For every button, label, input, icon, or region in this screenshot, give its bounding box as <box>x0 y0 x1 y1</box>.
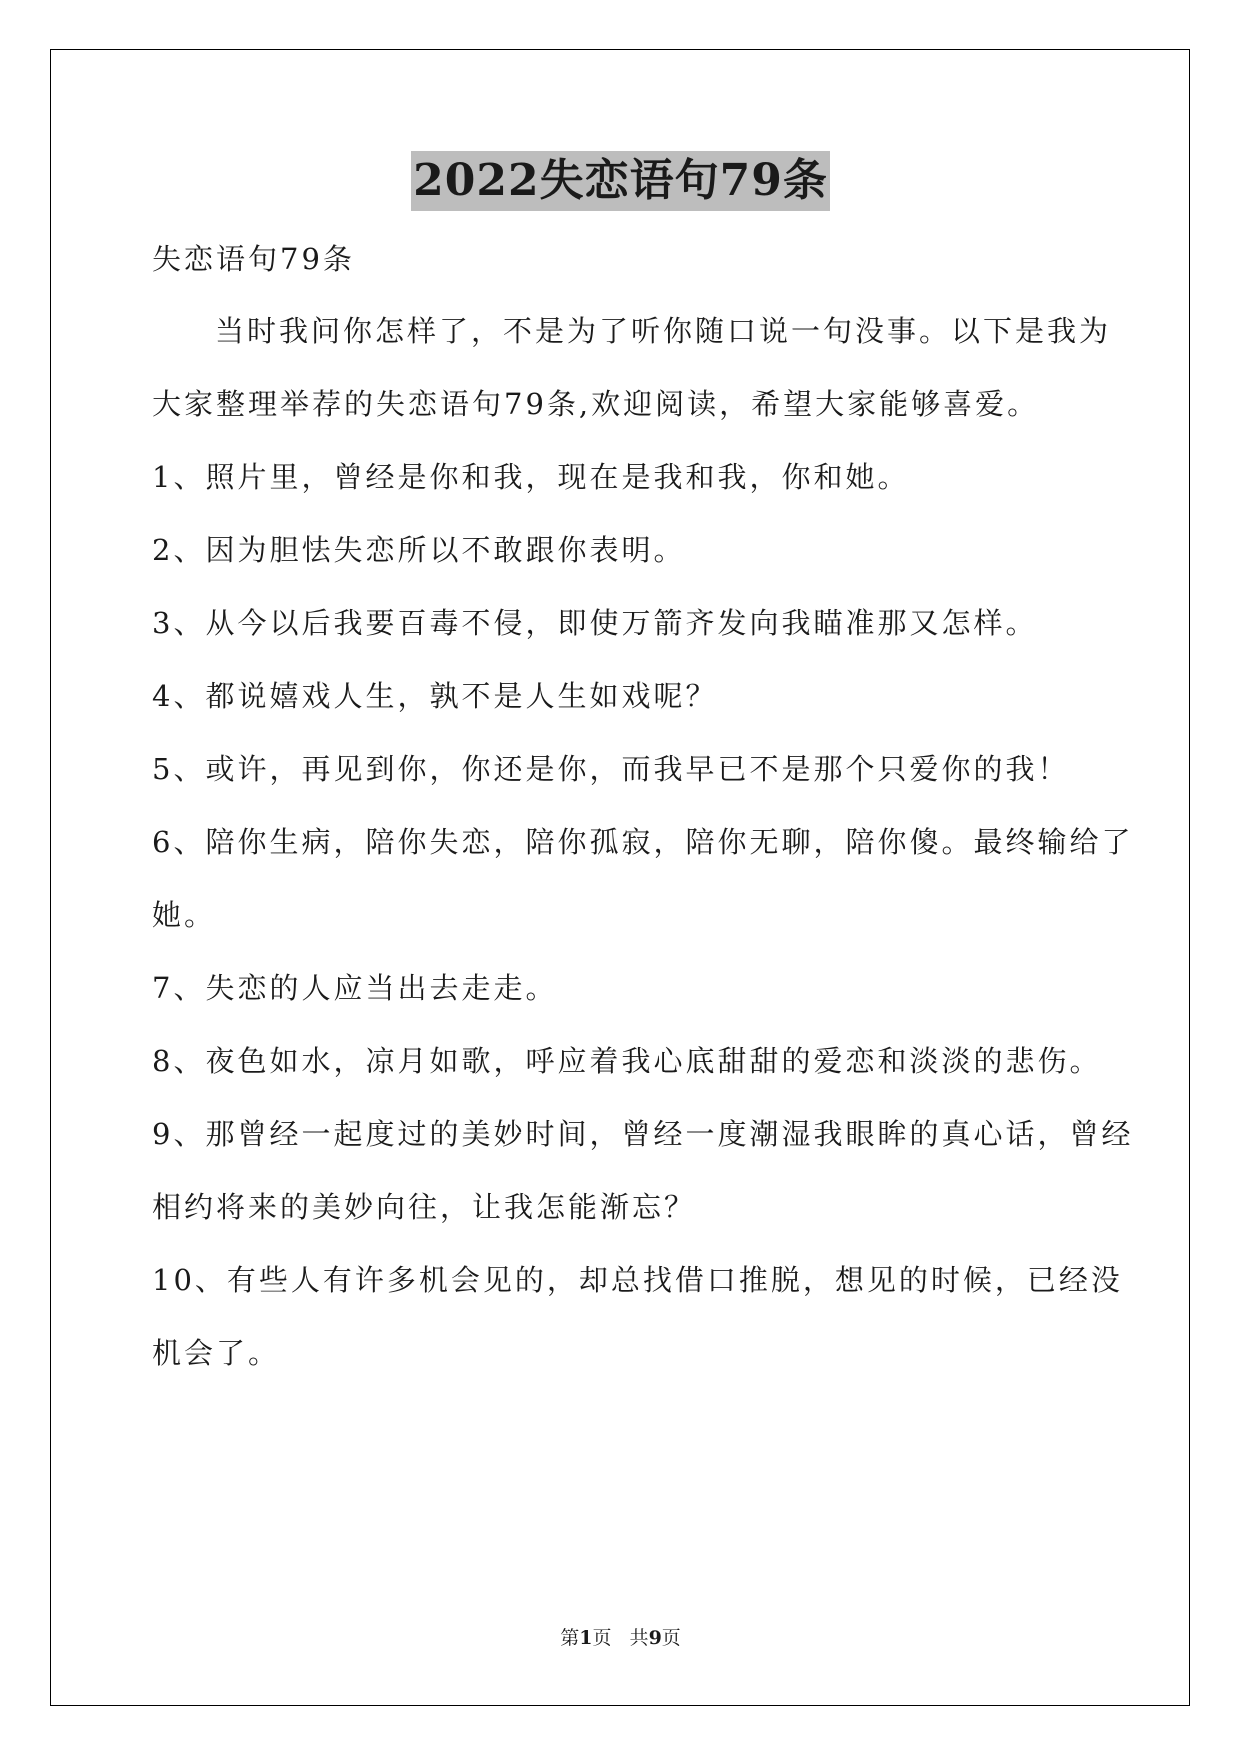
document-title: 2022失恋语句79条 <box>411 151 830 211</box>
page-footer <box>0 1626 1241 1650</box>
quote-line: 10、有些人有许多机会见的，却总找借口推脱，想见的时候，已经没 <box>152 1263 1123 1297</box>
quote-line: 2、因为胆怯失恋所以不敢跟你表明。 <box>152 533 686 567</box>
quote-line: 相约将来的美妙向往，让我怎能渐忘？ <box>152 1190 697 1224</box>
footer-suffix: 页 <box>661 1627 681 1649</box>
current-page-number: 1 <box>579 1627 593 1649</box>
quote-line: 3、从今以后我要百毒不侵，即使万箭齐发向我瞄准那又怎样。 <box>152 606 1038 640</box>
footer-prefix: 第 <box>560 1627 580 1649</box>
intro-line: 大家整理举荐的失恋语句79条,欢迎阅读，希望大家能够喜爱。 <box>152 387 1040 421</box>
title-container <box>0 151 1241 211</box>
intro-line: 当时我问你怎样了，不是为了听你随口说一句没事。以下是我为 <box>215 314 1112 348</box>
page-border <box>50 49 1190 1706</box>
quote-line: 4、都说嬉戏人生，孰不是人生如戏呢？ <box>152 679 718 713</box>
quote-line: 7、失恋的人应当出去走走。 <box>152 971 558 1005</box>
quote-line: 8、夜色如水，凉月如歌，呼应着我心底甜甜的爱恋和淡淡的悲伤。 <box>152 1044 1102 1078</box>
document-subtitle: 失恋语句79条 <box>152 242 355 276</box>
quote-line: 1、照片里，曾经是你和我，现在是我和我，你和她。 <box>152 460 910 494</box>
quote-line: 6、陪你生病，陪你失恋，陪你孤寂，陪你无聊，陪你傻。最终输给了 <box>152 825 1134 859</box>
quote-line: 5、或许，再见到你，你还是你，而我早已不是那个只爱你的我！ <box>152 752 1070 786</box>
total-pages-number: 9 <box>648 1627 662 1649</box>
quote-line: 机会了。 <box>152 1336 281 1370</box>
footer-mid: 页 共 <box>592 1627 649 1649</box>
quote-line: 9、那曾经一起度过的美妙时间，曾经一度潮湿我眼眸的真心话，曾经 <box>152 1117 1134 1151</box>
quote-line: 她。 <box>152 898 217 932</box>
